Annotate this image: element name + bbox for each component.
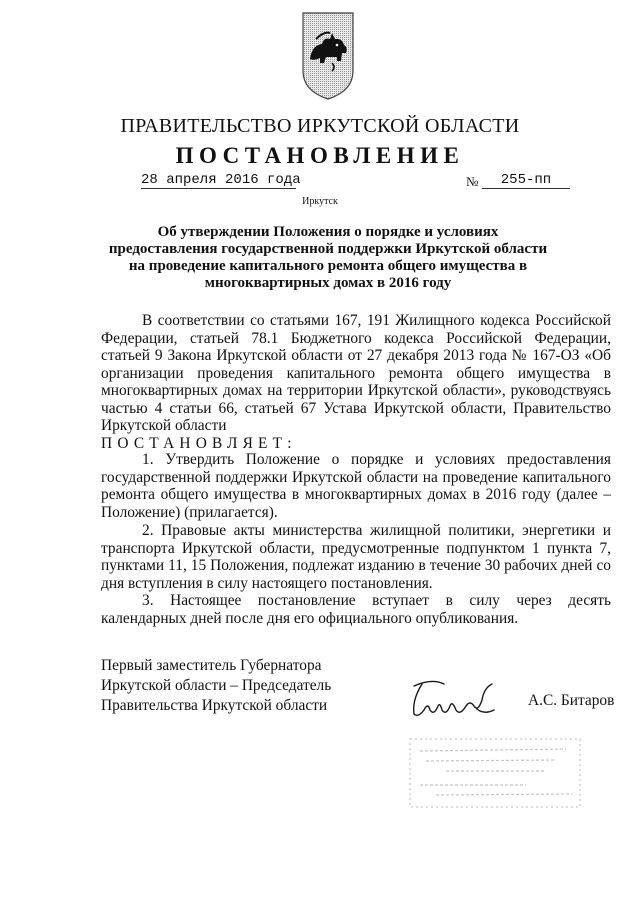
government-title: ПРАВИТЕЛЬСТВО ИРКУТСКОЙ ОБЛАСТИ — [120, 115, 520, 137]
signer-position-line: Правительства Иркутской области — [101, 697, 328, 714]
decree-item-3: 3. Настоящее постановление вступает в силу через десять календарных дней после дня его официального опубликования. — [101, 592, 611, 627]
signer-position-line: Иркутской области – Председатель — [101, 677, 332, 694]
document-subject: Об утверждении Положения о порядке и условиях предоставления государственной поддержки Иркутской области на проведение капитального ремонта общего имущества в многоквартирных домах в 2016 году — [108, 224, 548, 291]
decree-item-2: 2. Правовые акты министерства жилищной политики, энергетики и транспорта Иркутской области, предусмотренные подпунктом 1 пункта 7, пунктами 11, 15 Положения, подлежат изданию в течение 30 рабочих дней со дня вступления в силу настоящего постановления. — [101, 522, 611, 592]
faded-stamp-icon — [406, 735, 584, 811]
document-type: ПОСТАНОВЛЕНИЕ — [175, 143, 465, 168]
city: Иркутск — [302, 196, 338, 207]
intro-paragraph: В соответствии со статьями 167, 191 Жилищного кодекса Российской Федерации, статьей 78.1 Бюджетного кодекса Российской Федерации, статьей 9 Закона Иркутской области от 27 декабря 2013 года № 167-ОЗ «Об организации проведения капитального ремонта общего имущества в многоквартирных домах на территории Иркутской области», руководствуясь частью 4 статьи 66, статьей 67 Устава Иркутской области, Правительство Иркутской области — [101, 312, 611, 434]
handwritten-signature-icon — [404, 676, 500, 722]
decree-item-1: 1. Утвердить Положение о порядке и условиях предоставления государственной поддержки Иркутской области на проведение капитального ремонта общего имущества в многоквартирных домах в 2016 году (далее – Положение) (прилагается). — [101, 451, 611, 521]
signer-name: А.С. Битаров — [528, 692, 615, 709]
number-sign: № — [466, 174, 479, 189]
decree-word: ПОСТАНОВЛЯЕТ: — [101, 435, 297, 452]
document-number: 255-пп — [482, 172, 570, 189]
signer-position-line: Первый заместитель Губернатора — [101, 657, 322, 674]
document-date: 28 апреля 2016 года — [141, 172, 301, 188]
coat-of-arms-icon — [302, 11, 354, 101]
